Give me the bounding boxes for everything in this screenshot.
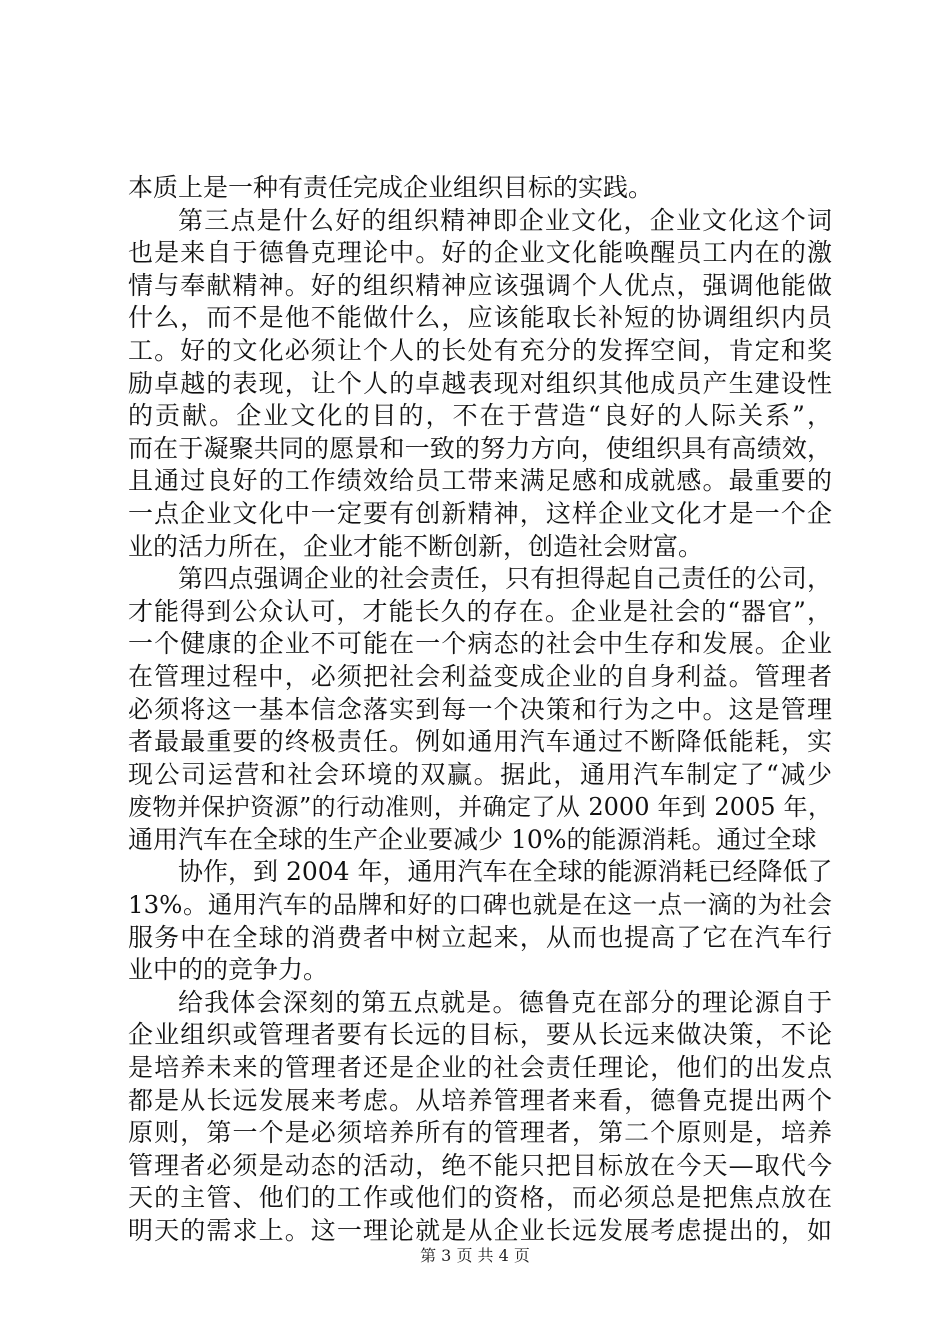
text-line: 在管理过程中，必须把社会利益变成企业的自身利益。管理者: [128, 661, 832, 691]
text-line: 也是来自于德鲁克理论中。好的企业文化能唤醒员工内在的激: [128, 238, 832, 268]
page-footer: 第 3 页 共 4 页: [420, 1246, 530, 1265]
text-line: 而在于凝聚共同的愿景和一致的努力方向，使组织具有高绩效，: [128, 433, 832, 463]
text-line: 才能得到公众认可，才能长久的存在。企业是社会的“器官”，: [128, 596, 832, 626]
text-line: 工。好的文化必须让个人的长处有充分的发挥空间，肯定和奖: [128, 335, 832, 365]
document-body: [128, 172, 832, 1248]
text-line: 协作，到 2004 年，通用汽车在全球的能源消耗已经降低了: [178, 857, 833, 887]
text-line: 第四点强调企业的社会责任，只有担得起自己责任的公司，: [178, 564, 832, 594]
text-line: 天的主管、他们的工作或他们的资格，而必须总是把焦点放在: [128, 1183, 832, 1213]
text-line: 给我体会深刻的第五点就是。德鲁克在部分的理论源自于: [178, 987, 832, 1017]
text-line: 都是从长远发展来考虑。从培养管理者来看，德鲁克提出两个: [128, 1085, 832, 1115]
text-line: 励卓越的表现，让个人的卓越表现对组织其他成员产生建设性: [128, 368, 832, 398]
text-line: 明天的需求上。这一理论就是从企业长远发展考虑提出的，如: [128, 1216, 832, 1245]
text-line: 是培养未来的管理者还是企业的社会责任理论，他们的出发点: [128, 1053, 832, 1083]
text-line: 业中的的竞争力。: [128, 955, 329, 985]
text-line: 管理者必须是动态的活动，绝不能只把目标放在今天—取代今: [128, 1150, 832, 1180]
text-line: 通用汽车在全球的生产企业要减少 10%的能源消耗。通过全球: [128, 824, 817, 854]
text-line: 一个健康的企业不可能在一个病态的社会中生存和发展。企业: [128, 629, 832, 659]
text-line: 本质上是一种有责任完成企业组织目标的实践。: [128, 173, 654, 202]
text-line: 什么，而不是他不能做什么，应该能取长补短的协调组织内员: [128, 303, 832, 333]
text-line: 情与奉献精神。好的组织精神应该强调个人优点，强调他能做: [128, 270, 832, 300]
text-line: 的贡献。企业文化的目的，不在于营造“良好的人际关系”，: [128, 401, 832, 431]
text-line: 第三点是什么好的组织精神即企业文化，企业文化这个词: [178, 205, 832, 235]
text-line: 且通过良好的工作绩效给员工带来满足感和成就感。最重要的: [128, 466, 832, 496]
text-line: 者最最重要的终极责任。例如通用汽车通过不断降低能耗，实: [128, 727, 832, 757]
text-line: 13%。通用汽车的品牌和好的口碑也就是在这一点一滴的为社会: [128, 890, 832, 920]
text-line: 废物并保护资源”的行动准则，并确定了从 2000 年到 2005 年，: [128, 793, 832, 822]
text-line: 服务中在全球的消费者中树立起来，从而也提高了它在汽车行: [128, 922, 832, 952]
text-line: 原则，第一个是必须培养所有的管理者，第二个原则是，培养: [128, 1118, 832, 1148]
text-line: 现公司运营和社会环境的双赢。据此，通用汽车制定了“减少: [128, 759, 832, 789]
text-line: 业的活力所在，企业才能不断创新，创造社会财富。: [128, 531, 704, 561]
text-line: 必须将这一基本信念落实到每一个决策和行为之中。这是管理: [128, 694, 832, 724]
text-line: 一点企业文化中一定要有创新精神，这样企业文化才是一个企: [128, 498, 832, 528]
text-line: 企业组织或管理者要有长远的目标，要从长远来做决策，不论: [128, 1020, 832, 1050]
